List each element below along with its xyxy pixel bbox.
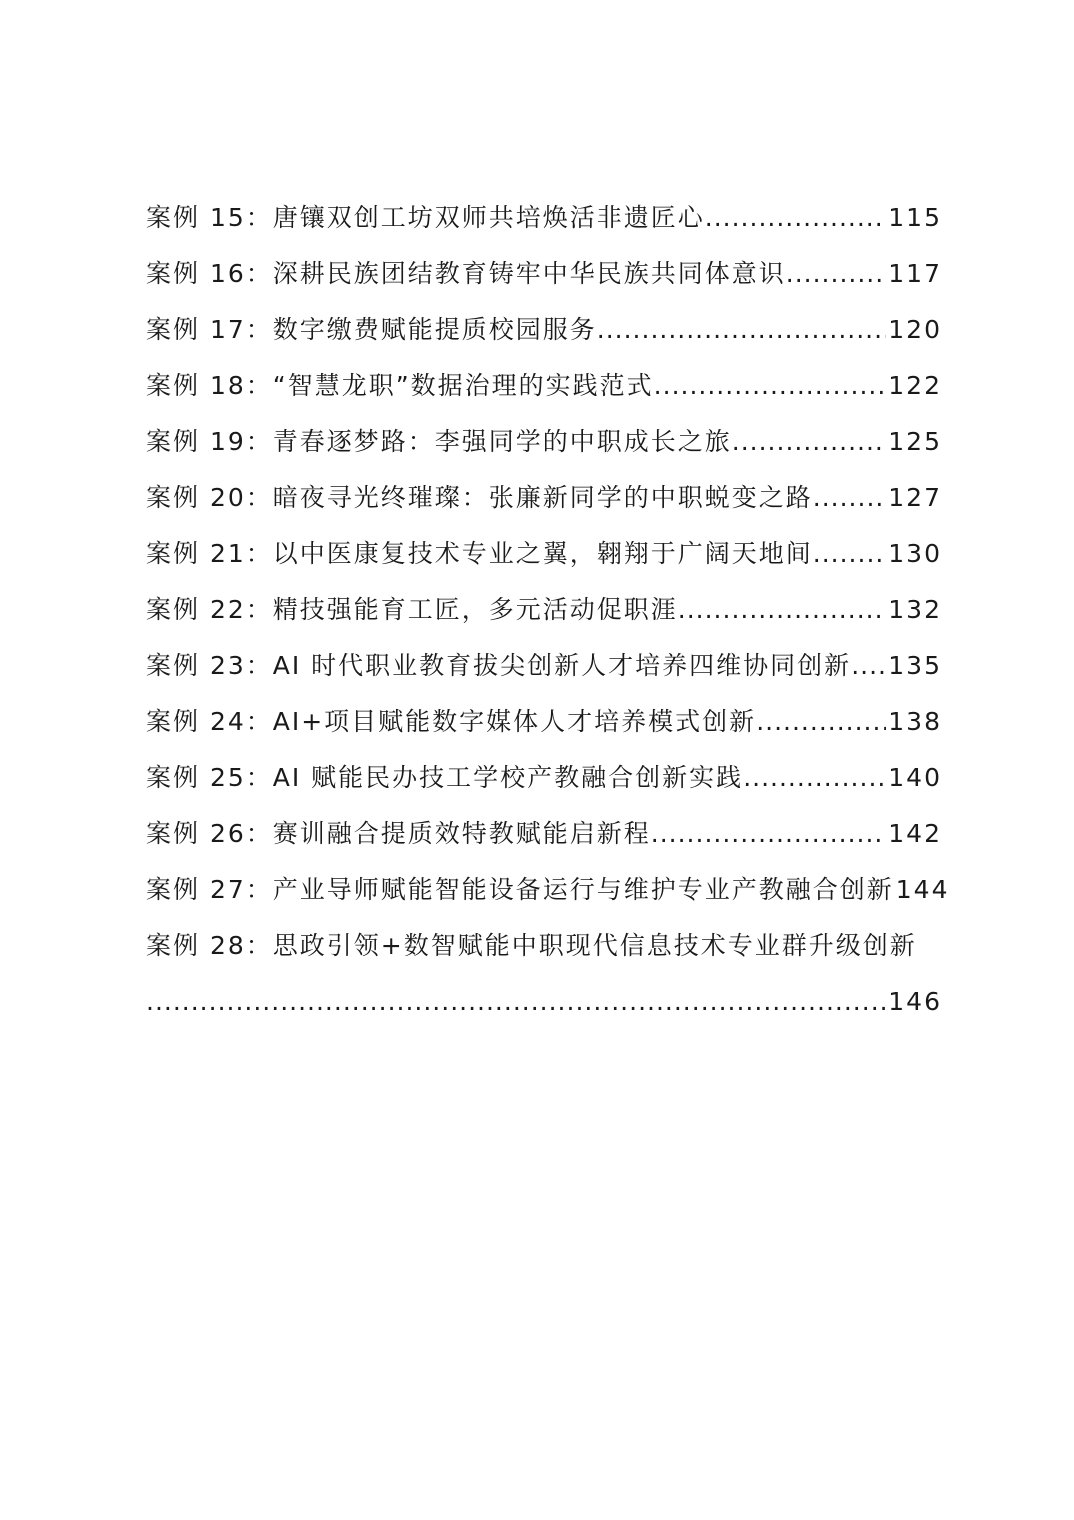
dot-leader <box>851 638 886 694</box>
toc-entry-page: 130 <box>888 539 942 568</box>
toc-entry-page: 135 <box>888 651 942 680</box>
toc-entry-page: 115 <box>888 203 942 232</box>
toc-entry-16[interactable] <box>146 246 942 302</box>
toc-entry-page: 138 <box>888 707 942 736</box>
dot-leader <box>813 470 887 526</box>
toc-entry-page: 144 <box>895 875 950 904</box>
toc-entry-18[interactable] <box>146 358 942 414</box>
toc-entry-20[interactable] <box>146 470 942 526</box>
toc-entry-25[interactable] <box>146 750 942 806</box>
toc-entry-27[interactable] <box>146 862 984 918</box>
dot-leader <box>654 358 887 414</box>
dot-leader <box>756 694 886 750</box>
toc-entry-page: 122 <box>888 371 942 400</box>
toc-entry-23[interactable] <box>146 638 942 694</box>
toc-entry-title: 案例 21：以中医康复技术专业之翼，翱翔于广阔天地间 <box>146 539 813 568</box>
toc-entry-title: 案例 17：数字缴费赋能提质校园服务 <box>146 315 597 344</box>
toc-entry-28[interactable] <box>146 918 942 974</box>
toc-entry-title: 案例 26：赛训融合提质效特教赋能启新程 <box>146 819 651 848</box>
dot-leader <box>813 526 887 582</box>
toc-entry-22[interactable] <box>146 582 942 638</box>
toc-entry-page: 120 <box>888 315 942 344</box>
toc-entry-title: 案例 27：产业导师赋能智能设备运行与维护专业产教融合创新 <box>146 875 894 904</box>
toc-entry-title: 案例 24：AI+项目赋能数字媒体人才培养模式创新 <box>146 707 757 736</box>
dot-leader <box>786 246 887 302</box>
toc-entry-19[interactable] <box>146 414 942 470</box>
toc-entry-title: 案例 20：暗夜寻光终璀璨：张廉新同学的中职蜕变之路 <box>146 483 813 512</box>
table-of-contents <box>146 190 950 1030</box>
toc-entry-page: 142 <box>888 819 942 848</box>
toc-entry-15[interactable] <box>146 190 942 246</box>
dot-leader <box>732 414 887 470</box>
toc-entry-page: 140 <box>888 763 942 792</box>
toc-entry-page: 132 <box>888 595 942 624</box>
toc-entry-page: 146 <box>888 987 942 1016</box>
dot-leader <box>678 582 887 638</box>
dot-leader <box>705 190 887 246</box>
dot-leader <box>597 302 887 358</box>
toc-entry-page: 125 <box>888 427 942 456</box>
toc-entry-21[interactable] <box>146 526 942 582</box>
toc-entry-page: 127 <box>888 483 942 512</box>
dot-leader <box>146 974 886 1030</box>
toc-entry-24[interactable] <box>146 694 942 750</box>
toc-entry-title: 案例 22：精技强能育工匠，多元活动促职涯 <box>146 595 678 624</box>
toc-entry-title: 案例 18：“智慧龙职”数据治理的实践范式 <box>146 371 654 400</box>
toc-entry-title: 案例 19：青春逐梦路：李强同学的中职成长之旅 <box>146 427 732 456</box>
toc-entry-26[interactable] <box>146 806 942 862</box>
dot-leader <box>743 750 886 806</box>
toc-entry-title: 案例 16：深耕民族团结教育铸牢中华民族共同体意识 <box>146 259 786 288</box>
toc-entry-title: 案例 25：AI 赋能民办技工学校产教融合创新实践 <box>146 763 744 792</box>
toc-entry-28-continued[interactable] <box>146 974 942 1030</box>
toc-entry-title: 案例 23：AI 时代职业教育拔尖创新人才培养四维协同创新 <box>146 651 852 680</box>
toc-entry-17[interactable] <box>146 302 942 358</box>
toc-entry-title: 案例 28：思政引领+数智赋能中职现代信息技术专业群升级创新 <box>146 931 917 960</box>
toc-entry-title: 案例 15：唐镶双创工坊双师共培焕活非遗匠心 <box>146 203 705 232</box>
dot-leader <box>651 806 887 862</box>
toc-entry-page: 117 <box>888 259 942 288</box>
